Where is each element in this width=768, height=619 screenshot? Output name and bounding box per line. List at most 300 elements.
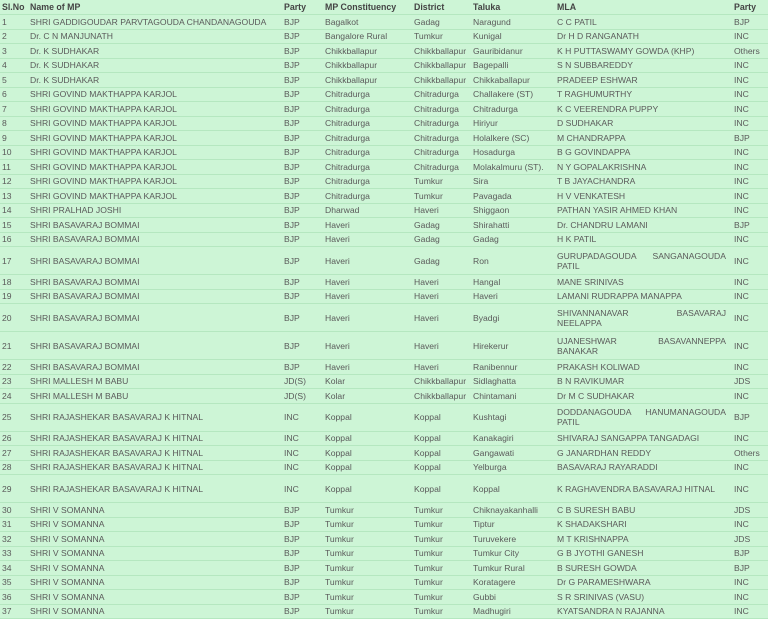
mp-party-cell: BJP [282, 304, 323, 332]
sl-no-cell: 33 [0, 546, 28, 561]
sl-no-cell: 18 [0, 275, 28, 290]
sl-no-cell: 31 [0, 517, 28, 532]
district-cell: Tumkur [412, 29, 471, 44]
mp-name-cell: SHRI GOVIND MAKTHAPPA KARJOL [28, 87, 282, 102]
mp-name-cell: SHRI BASAVARAJ BOMMAI [28, 218, 282, 233]
table-row [0, 332, 768, 360]
mla-party-cell: INC [732, 575, 768, 590]
mp-constituency-cell: Koppal [323, 475, 412, 503]
table-row [0, 403, 768, 431]
mla-name-cell: K RAGHAVENDRA BASAVARAJ HITNAL [555, 475, 732, 503]
mp-party-cell: BJP [282, 561, 323, 576]
district-cell: Tumkur [412, 189, 471, 204]
mla-name-cell: LAMANI RUDRAPPA MANAPPA [555, 289, 732, 304]
mp-constituency-cell: Koppal [323, 460, 412, 475]
mla-name-cell: K H PUTTASWAMY GOWDA (KHP) [555, 44, 732, 59]
table-row [0, 87, 768, 102]
header-sl-no: Sl.No [0, 0, 28, 15]
mp-constituency-cell: Tumkur [323, 503, 412, 518]
mla-party-cell: INC [732, 73, 768, 88]
table-row [0, 232, 768, 247]
header-mla-party: Party [732, 0, 768, 15]
taluka-cell: Kushtagi [471, 403, 555, 431]
header-mp-party: Party [282, 0, 323, 15]
mp-constituency-cell: Kolar [323, 389, 412, 404]
mla-party-cell: INC [732, 116, 768, 131]
sl-no-cell: 30 [0, 503, 28, 518]
mp-constituency-cell: Chikkballapur [323, 44, 412, 59]
district-cell: Tumkur [412, 546, 471, 561]
mla-party-cell: INC [732, 174, 768, 189]
taluka-cell: Koppal [471, 475, 555, 503]
mp-constituency-cell: Chitradurga [323, 145, 412, 160]
taluka-cell: Yelburga [471, 460, 555, 475]
taluka-cell: Challakere (ST) [471, 87, 555, 102]
mp-name-cell: SHRI V SOMANNA [28, 532, 282, 547]
taluka-cell: Pavagada [471, 189, 555, 204]
mp-party-cell: BJP [282, 247, 323, 275]
mp-constituency-cell: Bangalore Rural [323, 29, 412, 44]
mla-name-cell: B N RAVIKUMAR [555, 374, 732, 389]
mp-party-cell: BJP [282, 145, 323, 160]
mp-party-cell: BJP [282, 332, 323, 360]
taluka-cell: Holalkere (SC) [471, 131, 555, 146]
mla-party-cell: JDS [732, 374, 768, 389]
mp-constituency-cell: Chitradurga [323, 174, 412, 189]
mp-party-cell: INC [282, 431, 323, 446]
table-row [0, 517, 768, 532]
district-cell: Tumkur [412, 517, 471, 532]
header-name-of-mp: Name of MP [28, 0, 282, 15]
header-mp-constituency: MP Constituency [323, 0, 412, 15]
mla-party-cell: INC [732, 460, 768, 475]
table-row [0, 389, 768, 404]
mla-party-cell: INC [732, 160, 768, 175]
mp-name-cell: SHRI PRALHAD JOSHI [28, 203, 282, 218]
mp-constituency-cell: Tumkur [323, 590, 412, 605]
table-row [0, 218, 768, 233]
table-row [0, 29, 768, 44]
mp-party-cell: BJP [282, 189, 323, 204]
mla-party-cell: BJP [732, 561, 768, 576]
mp-constituency-cell: Tumkur [323, 546, 412, 561]
mla-name-cell: K SHADAKSHARI [555, 517, 732, 532]
district-cell: Chikkballapur [412, 44, 471, 59]
table-row [0, 575, 768, 590]
district-cell: Chitradurga [412, 160, 471, 175]
mp-constituency-cell: Tumkur [323, 517, 412, 532]
mp-party-cell: BJP [282, 604, 323, 619]
mp-party-cell: BJP [282, 232, 323, 247]
sl-no-cell: 14 [0, 203, 28, 218]
mp-name-cell: SHRI BASAVARAJ BOMMAI [28, 289, 282, 304]
mla-party-cell: INC [732, 232, 768, 247]
sl-no-cell: 16 [0, 232, 28, 247]
mp-party-cell: BJP [282, 160, 323, 175]
sl-no-cell: 5 [0, 73, 28, 88]
mp-name-cell: SHRI RAJASHEKAR BASAVARAJ K HITNAL [28, 460, 282, 475]
table-row [0, 532, 768, 547]
taluka-cell: Kunigal [471, 29, 555, 44]
mp-constituency-cell: Haveri [323, 247, 412, 275]
mla-party-cell: INC [732, 203, 768, 218]
taluka-cell: Sira [471, 174, 555, 189]
mla-name-cell: K C VEERENDRA PUPPY [555, 102, 732, 117]
sl-no-cell: 15 [0, 218, 28, 233]
mla-name-cell: G JANARDHAN REDDY [555, 446, 732, 461]
mla-party-cell: Others [732, 44, 768, 59]
mp-name-cell: SHRI V SOMANNA [28, 575, 282, 590]
mp-name-cell: SHRI V SOMANNA [28, 590, 282, 605]
mp-name-cell: SHRI V SOMANNA [28, 517, 282, 532]
sl-no-cell: 27 [0, 446, 28, 461]
mp-name-cell: Dr. K SUDHAKAR [28, 58, 282, 73]
mla-name-cell: D SUDHAKAR [555, 116, 732, 131]
mp-name-cell: SHRI RAJASHEKAR BASAVARAJ K HITNAL [28, 431, 282, 446]
mp-party-cell: BJP [282, 275, 323, 290]
taluka-cell: Chiknayakanhalli [471, 503, 555, 518]
sl-no-cell: 20 [0, 304, 28, 332]
mla-party-cell: INC [732, 247, 768, 275]
district-cell: Haveri [412, 332, 471, 360]
district-cell: Chitradurga [412, 102, 471, 117]
table-row [0, 460, 768, 475]
mp-name-cell: SHRI GOVIND MAKTHAPPA KARJOL [28, 116, 282, 131]
mla-name-cell: SHIVARAJ SANGAPPA TANGADAGI [555, 431, 732, 446]
mla-name-cell: PATHAN YASIR AHMED KHAN [555, 203, 732, 218]
mla-name-cell: N Y GOPALAKRISHNA [555, 160, 732, 175]
sl-no-cell: 19 [0, 289, 28, 304]
table-row [0, 475, 768, 503]
district-cell: Gadag [412, 232, 471, 247]
mp-name-cell: SHRI GADDIGOUDAR PARVTAGOUDA CHANDANAGOUDA [28, 15, 282, 30]
sl-no-cell: 6 [0, 87, 28, 102]
district-cell: Haveri [412, 275, 471, 290]
mla-name-cell: C B SURESH BABU [555, 503, 732, 518]
mp-name-cell: SHRI GOVIND MAKTHAPPA KARJOL [28, 102, 282, 117]
mla-name-cell: SHIVANNANAVAR BASAVARAJ NEELAPPA [555, 304, 732, 332]
mp-constituency-cell: Chikkballapur [323, 58, 412, 73]
mp-party-cell: BJP [282, 546, 323, 561]
taluka-cell: Chikkaballapur [471, 73, 555, 88]
taluka-cell: Byadgi [471, 304, 555, 332]
table-row [0, 561, 768, 576]
mp-party-cell: BJP [282, 58, 323, 73]
sl-no-cell: 24 [0, 389, 28, 404]
mla-name-cell: S R SRINIVAS (VASU) [555, 590, 732, 605]
taluka-cell: Haveri [471, 289, 555, 304]
mp-constituency-cell: Haveri [323, 360, 412, 375]
header-taluka: Taluka [471, 0, 555, 15]
taluka-cell: Shirahatti [471, 218, 555, 233]
mla-party-cell: INC [732, 87, 768, 102]
mp-name-cell: SHRI MALLESH M BABU [28, 389, 282, 404]
sl-no-cell: 8 [0, 116, 28, 131]
district-cell: Chitradurga [412, 116, 471, 131]
mp-name-cell: SHRI V SOMANNA [28, 561, 282, 576]
table-row [0, 116, 768, 131]
mla-party-cell: INC [732, 360, 768, 375]
table-header-row [0, 0, 768, 15]
mla-party-cell: JDS [732, 503, 768, 518]
mp-constituency-cell: Bagalkot [323, 15, 412, 30]
taluka-cell: Chintamani [471, 389, 555, 404]
mp-name-cell: SHRI GOVIND MAKTHAPPA KARJOL [28, 160, 282, 175]
mla-party-cell: INC [732, 604, 768, 619]
mp-party-cell: BJP [282, 590, 323, 605]
district-cell: Tumkur [412, 590, 471, 605]
taluka-cell: Ron [471, 247, 555, 275]
mp-name-cell: SHRI GOVIND MAKTHAPPA KARJOL [28, 174, 282, 189]
district-cell: Haveri [412, 304, 471, 332]
mp-name-cell: SHRI GOVIND MAKTHAPPA KARJOL [28, 131, 282, 146]
mp-name-cell: SHRI V SOMANNA [28, 604, 282, 619]
mla-name-cell: Dr H D RANGANATH [555, 29, 732, 44]
mla-party-cell: INC [732, 389, 768, 404]
table-row [0, 446, 768, 461]
table-row [0, 247, 768, 275]
district-cell: Haveri [412, 289, 471, 304]
mp-party-cell: JD(S) [282, 389, 323, 404]
mp-party-cell: BJP [282, 174, 323, 189]
table-row [0, 160, 768, 175]
mla-party-cell: INC [732, 145, 768, 160]
district-cell: Koppal [412, 403, 471, 431]
mla-name-cell: Dr. CHANDRU LAMANI [555, 218, 732, 233]
sl-no-cell: 34 [0, 561, 28, 576]
sl-no-cell: 17 [0, 247, 28, 275]
table-row [0, 102, 768, 117]
mp-constituency-cell: Tumkur [323, 575, 412, 590]
sl-no-cell: 11 [0, 160, 28, 175]
table-row [0, 503, 768, 518]
mp-party-cell: BJP [282, 116, 323, 131]
mla-party-cell: INC [732, 102, 768, 117]
taluka-cell: Koratagere [471, 575, 555, 590]
mp-party-cell: BJP [282, 15, 323, 30]
mp-name-cell: Dr. C N MANJUNATH [28, 29, 282, 44]
district-cell: Koppal [412, 475, 471, 503]
table-row [0, 360, 768, 375]
district-cell: Chitradurga [412, 145, 471, 160]
mla-name-cell: M T KRISHNAPPA [555, 532, 732, 547]
mla-party-cell: BJP [732, 131, 768, 146]
mp-name-cell: SHRI BASAVARAJ BOMMAI [28, 232, 282, 247]
mla-party-cell: JDS [732, 532, 768, 547]
mla-name-cell: GURUPADAGOUDA SANGANAGOUDA PATIL [555, 247, 732, 275]
table-row [0, 15, 768, 30]
table-row [0, 604, 768, 619]
mp-party-cell: BJP [282, 131, 323, 146]
mp-party-cell: BJP [282, 517, 323, 532]
sl-no-cell: 4 [0, 58, 28, 73]
taluka-cell: Naragund [471, 15, 555, 30]
mla-name-cell: G B JYOTHI GANESH [555, 546, 732, 561]
mla-name-cell: S N SUBBAREDDY [555, 58, 732, 73]
sl-no-cell: 12 [0, 174, 28, 189]
sl-no-cell: 22 [0, 360, 28, 375]
mp-constituency-cell: Tumkur [323, 561, 412, 576]
district-cell: Chikkballapur [412, 389, 471, 404]
table-row [0, 289, 768, 304]
taluka-cell: Hosadurga [471, 145, 555, 160]
mla-name-cell: Dr M C SUDHAKAR [555, 389, 732, 404]
mla-name-cell: BASAVARAJ RAYARADDI [555, 460, 732, 475]
mp-constituency-cell: Haveri [323, 232, 412, 247]
mla-name-cell: C C PATIL [555, 15, 732, 30]
mla-name-cell: T RAGHUMURTHY [555, 87, 732, 102]
district-cell: Chitradurga [412, 87, 471, 102]
district-cell: Koppal [412, 460, 471, 475]
mp-constituency-cell: Chitradurga [323, 102, 412, 117]
table-row [0, 590, 768, 605]
sl-no-cell: 21 [0, 332, 28, 360]
table-row [0, 431, 768, 446]
district-cell: Chikkballapur [412, 58, 471, 73]
taluka-cell: Tumkur Rural [471, 561, 555, 576]
mla-party-cell: INC [732, 275, 768, 290]
mla-name-cell: B G GOVINDAPPA [555, 145, 732, 160]
mp-party-cell: BJP [282, 73, 323, 88]
mla-name-cell: MANE SRINIVAS [555, 275, 732, 290]
taluka-cell: Turuvekere [471, 532, 555, 547]
mp-constituency-cell: Tumkur [323, 604, 412, 619]
mla-party-cell: INC [732, 475, 768, 503]
mp-constituency-cell: Chitradurga [323, 131, 412, 146]
district-cell: Chikkballapur [412, 73, 471, 88]
district-cell: Tumkur [412, 604, 471, 619]
mp-constituency-cell: Koppal [323, 446, 412, 461]
mp-name-cell: SHRI V SOMANNA [28, 503, 282, 518]
mla-name-cell: M CHANDRAPPA [555, 131, 732, 146]
mp-name-cell: SHRI BASAVARAJ BOMMAI [28, 275, 282, 290]
mp-constituency-cell: Koppal [323, 403, 412, 431]
district-cell: Tumkur [412, 561, 471, 576]
mp-party-cell: INC [282, 475, 323, 503]
mla-party-cell: INC [732, 431, 768, 446]
mla-party-cell: INC [732, 29, 768, 44]
mp-constituency-cell: Chitradurga [323, 116, 412, 131]
table-row [0, 131, 768, 146]
mp-party-cell: BJP [282, 503, 323, 518]
mp-name-cell: SHRI RAJASHEKAR BASAVARAJ K HITNAL [28, 403, 282, 431]
taluka-cell: Shiggaon [471, 203, 555, 218]
sl-no-cell: 37 [0, 604, 28, 619]
taluka-cell: Tiptur [471, 517, 555, 532]
mp-constituency-cell: Chikkballapur [323, 73, 412, 88]
sl-no-cell: 7 [0, 102, 28, 117]
mp-name-cell: SHRI RAJASHEKAR BASAVARAJ K HITNAL [28, 475, 282, 503]
mla-party-cell: BJP [732, 218, 768, 233]
table-row [0, 275, 768, 290]
sl-no-cell: 36 [0, 590, 28, 605]
taluka-cell: Hiriyur [471, 116, 555, 131]
table-row [0, 203, 768, 218]
table-row [0, 44, 768, 59]
mp-party-cell: BJP [282, 289, 323, 304]
mla-name-cell: H K PATIL [555, 232, 732, 247]
sl-no-cell: 1 [0, 15, 28, 30]
district-cell: Tumkur [412, 503, 471, 518]
district-cell: Haveri [412, 203, 471, 218]
mla-name-cell: KYATSANDRA N RAJANNA [555, 604, 732, 619]
taluka-cell: Bagepalli [471, 58, 555, 73]
mp-constituency-cell: Haveri [323, 218, 412, 233]
mp-name-cell: SHRI BASAVARAJ BOMMAI [28, 247, 282, 275]
mla-party-cell: INC [732, 304, 768, 332]
taluka-cell: Gauribidanur [471, 44, 555, 59]
mp-party-cell: BJP [282, 102, 323, 117]
mp-constituency-cell: Chitradurga [323, 189, 412, 204]
mp-constituency-cell: Tumkur [323, 532, 412, 547]
mp-party-cell: INC [282, 460, 323, 475]
mla-name-cell: Dr G PARAMESHWARA [555, 575, 732, 590]
taluka-cell: Gangawati [471, 446, 555, 461]
mp-constituency-cell: Haveri [323, 332, 412, 360]
mp-name-cell: SHRI BASAVARAJ BOMMAI [28, 304, 282, 332]
mla-party-cell: INC [732, 189, 768, 204]
mp-party-cell: JD(S) [282, 374, 323, 389]
mp-name-cell: SHRI BASAVARAJ BOMMAI [28, 332, 282, 360]
mp-party-cell: BJP [282, 29, 323, 44]
district-cell: Chikkballapur [412, 374, 471, 389]
mp-party-cell: BJP [282, 44, 323, 59]
district-cell: Gadag [412, 218, 471, 233]
mp-name-cell: SHRI MALLESH M BABU [28, 374, 282, 389]
mla-party-cell: INC [732, 517, 768, 532]
table-row [0, 58, 768, 73]
mp-constituency-cell: Koppal [323, 431, 412, 446]
mla-party-cell: BJP [732, 403, 768, 431]
taluka-cell: Chitradurga [471, 102, 555, 117]
mla-name-cell: DODDANAGOUDA HANUMANAGOUDA PATIL [555, 403, 732, 431]
table-row [0, 174, 768, 189]
sl-no-cell: 26 [0, 431, 28, 446]
district-cell: Chitradurga [412, 131, 471, 146]
mp-name-cell: Dr. K SUDHAKAR [28, 44, 282, 59]
district-cell: Gadag [412, 247, 471, 275]
header-district: District [412, 0, 471, 15]
mp-party-cell: BJP [282, 203, 323, 218]
sl-no-cell: 3 [0, 44, 28, 59]
mp-party-cell: INC [282, 446, 323, 461]
mp-party-cell: BJP [282, 532, 323, 547]
mp-name-cell: SHRI GOVIND MAKTHAPPA KARJOL [28, 189, 282, 204]
mp-constituency-cell: Haveri [323, 304, 412, 332]
mp-name-cell: Dr. K SUDHAKAR [28, 73, 282, 88]
mp-party-cell: BJP [282, 360, 323, 375]
mp-constituency-cell: Kolar [323, 374, 412, 389]
taluka-cell: Madhugiri [471, 604, 555, 619]
sl-no-cell: 29 [0, 475, 28, 503]
table-row [0, 145, 768, 160]
mla-name-cell: PRAKASH KOLIWAD [555, 360, 732, 375]
table-row [0, 304, 768, 332]
table-row [0, 374, 768, 389]
taluka-cell: Hangal [471, 275, 555, 290]
table-row [0, 546, 768, 561]
mp-constituency-cell: Chitradurga [323, 87, 412, 102]
mp-constituency-cell: Haveri [323, 275, 412, 290]
taluka-cell: Kanakagiri [471, 431, 555, 446]
mp-name-cell: SHRI V SOMANNA [28, 546, 282, 561]
mp-name-cell: SHRI RAJASHEKAR BASAVARAJ K HITNAL [28, 446, 282, 461]
district-cell: Tumkur [412, 575, 471, 590]
mp-name-cell: SHRI BASAVARAJ BOMMAI [28, 360, 282, 375]
district-cell: Tumkur [412, 532, 471, 547]
mp-constituency-cell: Haveri [323, 289, 412, 304]
taluka-cell: Molakalmuru (ST). [471, 160, 555, 175]
